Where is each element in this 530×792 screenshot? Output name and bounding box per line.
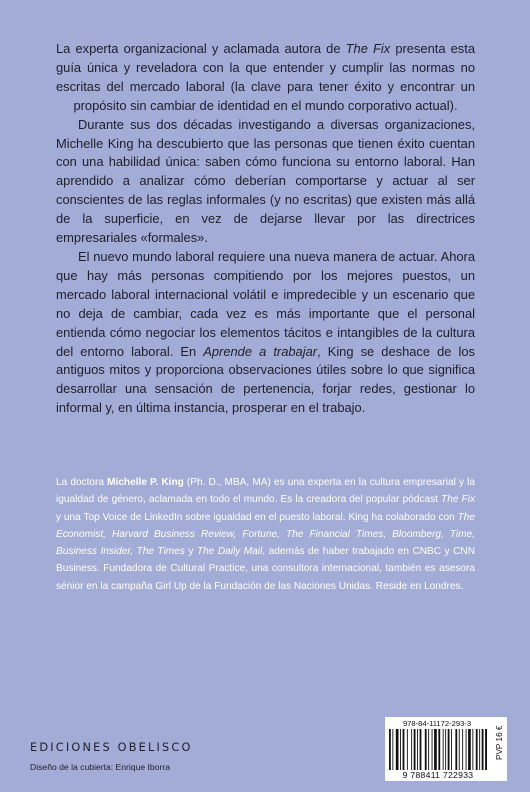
text-run: Michelle P. King: [107, 477, 184, 488]
text-run: La experta organizacional y aclamada autora de: [56, 41, 346, 56]
text-run: y: [184, 546, 197, 558]
text-run: The Economist, Harvard Business Review, Fortune, The Financial Times, Bloomberg, Time, Business Insider, The Times: [56, 511, 475, 558]
text-run: (Ph. D., MBA, MA) es una experta en la cultura empresarial y la igualdad de género, aclamada en todo el mundo. Es la creadora del popular pódcast: [56, 477, 475, 506]
barcode-icon: [389, 729, 487, 770]
text-run: presenta esta guía única y reveladora con la que entender y cumplir las normas no escritas del mercado laboral (la clave para tener éxito y encontrar un propósito sin cambiar de identidad en el mundo corporativo actual).: [56, 41, 476, 113]
text-run: La doctora: [56, 477, 108, 488]
text-run: El nuevo mundo laboral requiere una nueva manera de actuar. Ahora que hay más personas compitiendo por los mejores puestos, un mercado laboral internacional volátil e impredecible y un escenario que no deja de cambiar, cada vez es más importante que el personal entienda cómo negociar los elementos tácitos e intangibles de la cultura del entorno laboral. En: [56, 248, 475, 359]
synopsis-paragraph-3: [56, 248, 475, 418]
text-run: Aprende a trabajar: [203, 343, 318, 359]
author-bio: [56, 474, 475, 595]
text-run: y una Top Voice de LinkedIn sobre igualdad en el puesto laboral. King ha colaborado con: [56, 511, 458, 523]
price-label: PVP 16 €: [495, 725, 504, 761]
text-run: Durante sus dos décadas investigando a diversas organizaciones, Michelle King ha descubierto que las personas que tienen éxito cuentan con una habilidad única: saben cómo funciona su entorno laboral. Han aprendido a analizar cómo deberían comportarse y actuar al ser conscientes de las reglas informales (y no escritas) que existen más allá de la superficie, en vez de dejarse llevar por las directrices empresariales «formales».: [56, 116, 475, 246]
publisher-name: EDICIONES OBELISCO: [30, 741, 193, 754]
text-run: , además de haber trabajado en CNBC y CNN Business. Fundadora de Cultural Practice, una consultora internacional, también es asesora sénior en la campaña Girl Up de la Fundación de las Naciones Unidas. Reside en Londres.: [56, 546, 475, 592]
ean-digits: 9 788411 722933: [402, 770, 474, 780]
text-run: , King se deshace de los antiguos mitos y proporciona observaciones útiles sobre lo que significa desarrollar una sensación de pertenencia, forjar redes, gestionar lo informal y, en última instancia, prosperar en el trabajo.: [56, 343, 475, 416]
cover-design-credit: Diseño de la cubierta: Enrique Iborra: [30, 762, 170, 772]
synopsis: [56, 40, 475, 418]
text-run: The Fix: [345, 41, 391, 56]
author-bio-text: [56, 474, 475, 595]
synopsis-paragraph-1: [56, 40, 475, 116]
text-run: The Fix: [441, 494, 475, 506]
synopsis-paragraph-2: [56, 116, 475, 248]
text-run: The Daily Mail: [196, 546, 263, 558]
barcode-label: [385, 717, 507, 781]
isbn-text: 978-84-11172-293-3: [402, 719, 472, 728]
